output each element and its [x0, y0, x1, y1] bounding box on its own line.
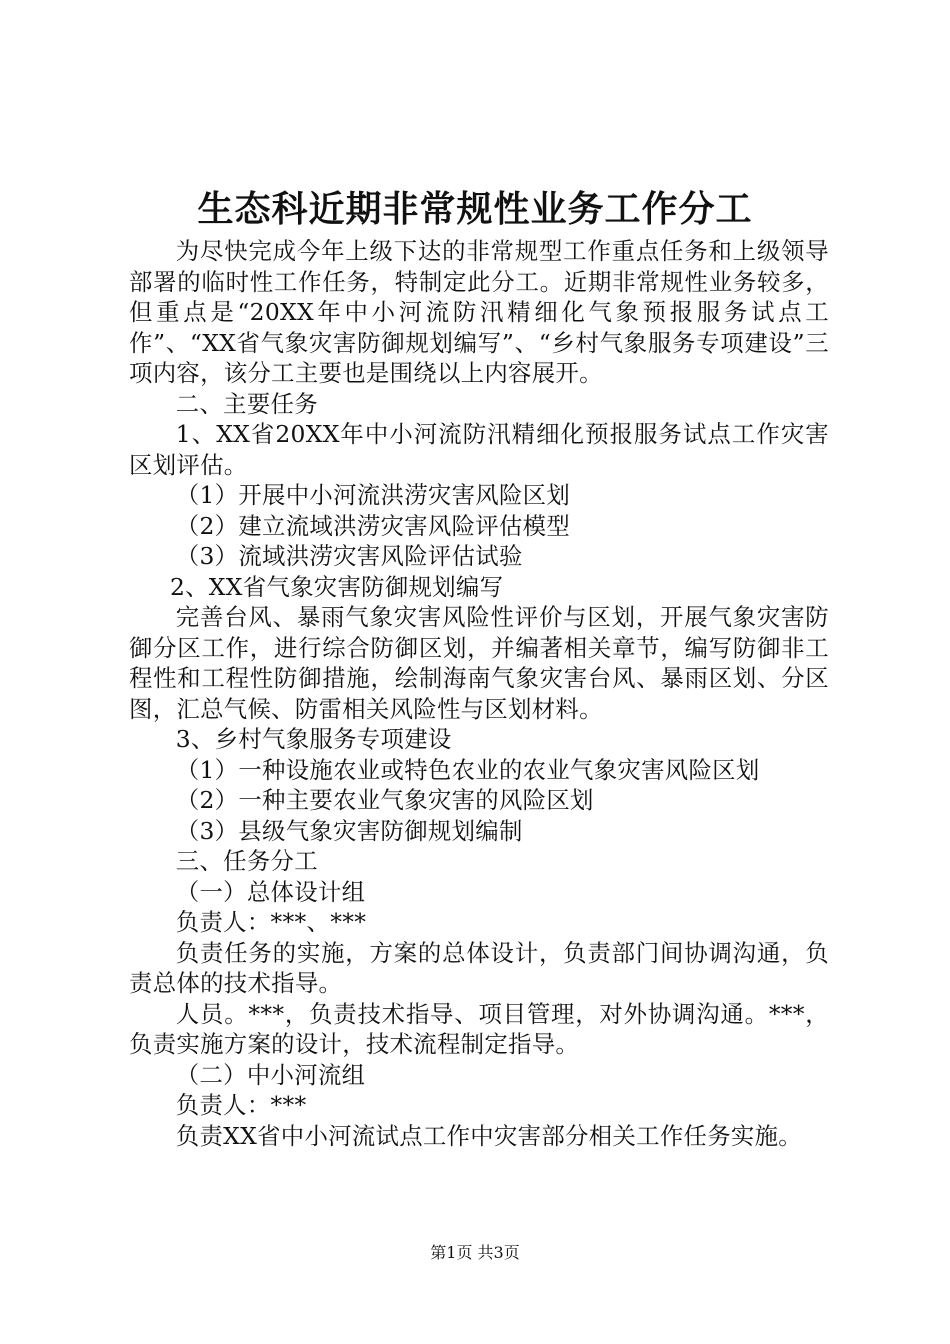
- group-leader: 负责人：***: [175, 1091, 307, 1119]
- document-body: [129, 236, 829, 1151]
- group-duty: 负责任务的实施，方案的总体设计，负责部门间协调沟通，负责总体的技术指导。: [129, 938, 829, 997]
- heading-task-division: 三、任务分工: [175, 847, 318, 875]
- task-subitem: （2）一种主要农业气象灾害的风险区划: [175, 786, 594, 814]
- heading-main-tasks: 二、主要任务: [175, 389, 318, 418]
- task-subitem: （1）开展中小河流洪涝灾害风险区划: [175, 481, 571, 509]
- task-subitem: （1）一种设施农业或特色农业的农业气象灾害风险区划: [175, 755, 760, 784]
- group-heading-rivers: （二）中小河流组: [175, 1060, 366, 1089]
- task-subitem: （3）流域洪涝灾害风险评估试验: [175, 542, 523, 570]
- paragraph-task-2-detail: 完善台风、暴雨气象灾害风险性评价与区划，开展气象灾害防御分区工作，进行综合防御区划，并编著相关章节，编写防御非工程性和工程性防御措施，绘制海南气象灾害台风、暴雨区划、分区图，汇总气候、防雷相关风险性与区划材料。: [129, 603, 829, 723]
- task-subitem: （3）县级气象灾害防御规划编制: [175, 816, 523, 845]
- task-item-3: 3、乡村气象服务专项建设: [175, 725, 452, 753]
- paragraph-intro: 为尽快完成今年上级下达的非常规型工作重点任务和上级领导部署的临时性工作任务，特制定此分工。近期非常规性业务较多，但重点是“20XX年中小河流防汛精细化气象预报服务试点工作”、“XX省气象灾害防御规划编写”、“乡村气象服务专项建设”三项内容，该分工主要也是围绕以上内容展开。: [129, 237, 829, 387]
- group-duty: 负责XX省中小河流试点工作中灾害部分相关工作任务实施。: [175, 1121, 802, 1150]
- group-leader: 负责人：***、***: [175, 908, 367, 936]
- document-title: 生态科近期非常规性业务工作分工: [197, 188, 753, 230]
- task-item-2: 2、XX省气象灾害防御规划编写: [169, 572, 504, 601]
- page-footer: 第1页 共3页: [430, 1243, 520, 1262]
- task-subitem: （2）建立流域洪涝灾害风险评估模型: [175, 511, 571, 540]
- task-item-1: 1、XX省20XX年中小河流防汛精细化预报服务试点工作灾害区划评估。: [129, 420, 829, 479]
- group-members: 人员。***，负责技术指导、项目管理，对外协调沟通。***，负责实施方案的设计，技术流程制定指导。: [129, 999, 829, 1058]
- group-heading-design: （一）总体设计组: [175, 877, 366, 906]
